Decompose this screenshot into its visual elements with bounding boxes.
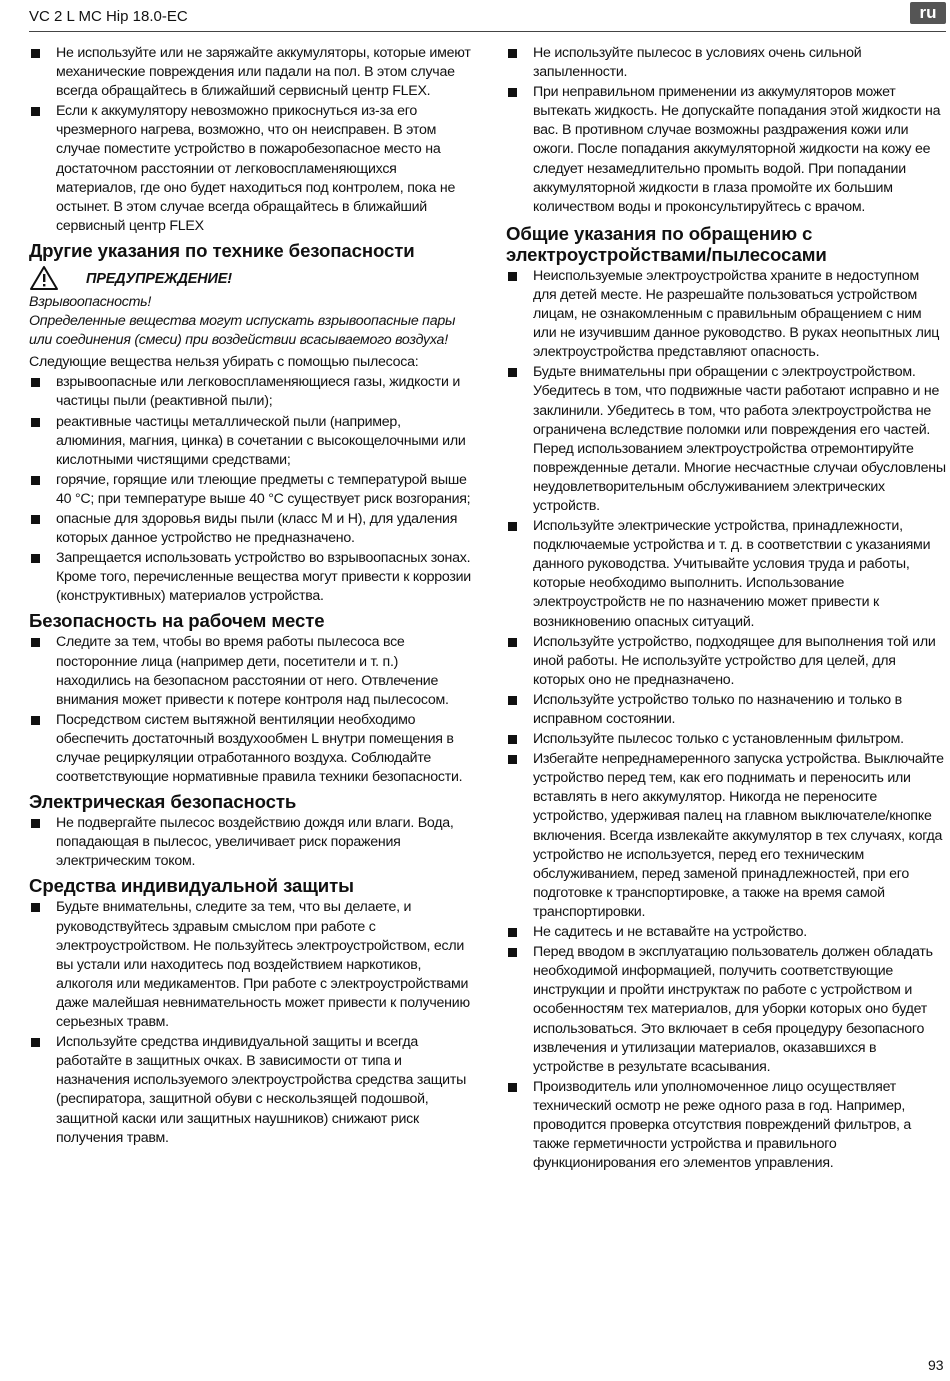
right-column: [506, 44, 946, 1174]
square-bullet-icon: [508, 522, 517, 531]
list-item: Производитель или уполномоченное лицо осуществляет технический осмотр не реже одного раза в год. Например, проводится проверка отсутствия повреждений фильтров, а также герметичности устройства и правильного функционирования его элементов управления.: [506, 1078, 946, 1173]
header-title: VC 2 L MC Hip 18.0-EC: [29, 8, 188, 25]
square-bullet-icon: [31, 716, 40, 725]
warning-line: Определенные вещества могут испускать взрывоопасные пары или соединения (смеси) при воздействии всасываемого воздуха!: [29, 313, 456, 349]
warning-text: [29, 293, 472, 350]
list-item: горячие, горящие или тлеющие предметы с температурой выше 40 °C; при температуре выше 40 °C существует риск возгорания;: [29, 471, 472, 509]
warning-block-header: [29, 265, 472, 293]
list-item: Если к аккумулятору невозможно прикоснуться из-за его чрезмерного нагрева, возможно, что он неисправен. В этом случае поместите устройство в пожаробезопасное место на достаточном расстоянии от легковоспламеняющихся материалов, где оно будет находиться под контролем, пока не остынет. В этом случае всегда обращайтесь в ближайший сервисный центр FLEX: [29, 102, 472, 236]
list-item: Посредством систем вытяжной вентиляции необходимо обеспечить достаточный воздухообмен L внутри помещения в случае рециркуляции отработанного воздуха. Соблюдайте соответствующие нормативные правила техники безопасности.: [29, 711, 472, 787]
square-bullet-icon: [31, 418, 40, 427]
dust-battery-list: [506, 44, 946, 217]
list-item: Используйте средства индивидуальной защиты и всегда работайте в защитных очках. В зависимости от типа и назначения используемого электроустройства средства защиты (респиратора, защитной обуви с нескользящей подошвой, защитной каски или защитных наушников) снижают риск получения травм.: [29, 1033, 472, 1148]
electrical-list: [29, 814, 472, 871]
list-item: Запрещается использовать устройство во взрывоопасных зонах. Кроме того, перечисленные вещества могут привести к коррозии (конструктивных) материалов устройства.: [29, 549, 472, 606]
list-item: Не садитесь и не вставайте на устройство.: [506, 923, 946, 942]
page-number: 93: [928, 1357, 944, 1373]
list-item: Будьте внимательны, следите за тем, что вы делаете, и руководствуйтесь здравым смыслом при работе с электроустройством. Не пользуйтесь электроустройством, если вы устали или находитесь под воздействием наркотиков, алкоголя или медикаментов. При работе с электроустройствами даже малейшая невнимательность может привести к получению серьезных травм.: [29, 898, 472, 1032]
square-bullet-icon: [31, 903, 40, 912]
heading-line: Общие указания по обращению с: [506, 222, 813, 244]
square-bullet-icon: [508, 368, 517, 377]
square-bullet-icon: [508, 49, 517, 58]
warning-title: ПРЕДУПРЕЖДЕНИЕ!: [86, 270, 232, 287]
square-bullet-icon: [31, 378, 40, 387]
warning-triangle-icon: [29, 265, 59, 291]
list-item: Не подвергайте пылесос воздействию дождя или влаги. Вода, попадающая в пылесос, увеличивает риск поражения электрическим током.: [29, 814, 472, 871]
list-item: Используйте электрические устройства, принадлежности, подключаемые устройства и т. д. в соответствии с указаниями данного руководства. Учитывайте условия труда и работы, которые необходимо выполнить. Использование электроустройств не по назначению может привести к возникновению опасных ситуаций.: [506, 517, 946, 632]
square-bullet-icon: [31, 107, 40, 116]
square-bullet-icon: [508, 638, 517, 647]
list-item: Используйте пылесос только с установленным фильтром.: [506, 730, 946, 749]
list-item: реактивные частицы металлической пыли (например, алюминия, магния, цинка) в сочетании с высокощелочными или кислотными чистящими средствами;: [29, 413, 472, 470]
square-bullet-icon: [508, 1083, 517, 1092]
square-bullet-icon: [508, 928, 517, 937]
list-item: Используйте устройство только по назначению и только в исправном состоянии.: [506, 691, 946, 729]
language-badge: ru: [910, 2, 946, 24]
list-item: Следите за тем, чтобы во время работы пылесоса все посторонние лица (например дети, посетители и т. п.) находились на безопасном расстоянии от него. Отвлечение внимания может привести к потере контроля над пылесосом.: [29, 633, 472, 709]
ppe-list: [29, 898, 472, 1147]
square-bullet-icon: [508, 696, 517, 705]
list-item: опасные для здоровья виды пыли (класс M и H), для удаления которых данное устройство не предназначено.: [29, 510, 472, 548]
section-heading-general-handling: [506, 223, 946, 265]
section-heading-electrical: Электрическая безопасность: [29, 791, 297, 813]
forbidden-substances-list: [29, 373, 472, 606]
square-bullet-icon: [508, 735, 517, 744]
list-item: Не используйте или не заряжайте аккумуляторы, которые имеют механические повреждения или падали на пол. В этом случае всегда обращайтесь в ближайший сервисный центр FLEX.: [29, 44, 472, 101]
list-item: При неправильном применении из аккумуляторов может вытекать жидкость. Не допускайте попадания этой жидкости на вас. В противном случае возможны раздражения кожи или ожоги. После попадания аккумуляторной жидкости на кожу ее следует незамедлительно промыть водой. При попадании аккумуляторной жидкости в глаза промойте их большим количеством воды и проконсультируйтесь с врачом.: [506, 83, 946, 217]
square-bullet-icon: [31, 476, 40, 485]
square-bullet-icon: [31, 638, 40, 647]
square-bullet-icon: [508, 948, 517, 957]
square-bullet-icon: [31, 1038, 40, 1047]
square-bullet-icon: [31, 554, 40, 563]
header-divider: [29, 31, 946, 32]
battery-safety-list: [29, 44, 472, 236]
workplace-list: [29, 633, 472, 787]
general-handling-list: [506, 267, 946, 1173]
heading-line: электроустройствами/пылесосами: [506, 243, 827, 265]
section-heading-workplace: Безопасность на рабочем месте: [29, 610, 325, 632]
left-column: [29, 44, 472, 1149]
square-bullet-icon: [508, 272, 517, 281]
substances-intro: Следующие вещества нельзя убирать с помощью пылесоса:: [29, 354, 419, 371]
square-bullet-icon: [31, 49, 40, 58]
list-item: Используйте устройство, подходящее для выполнения той или иной работы. Не используйте устройство для целей, для которых оно не предназначено.: [506, 633, 946, 690]
square-bullet-icon: [31, 819, 40, 828]
warning-line: Взрывоопасность!: [29, 293, 152, 310]
list-item: взрывоопасные или легковоспламеняющиеся газы, жидкости и частицы пыли (реактивной пыли);: [29, 373, 472, 411]
list-item: Неиспользуемые электроустройства храните в недоступном для детей месте. Не разрешайте пользоваться устройством лицам, не ознакомленным с правильным обращением с ним или не изучившим данное руководство. В руках неопытных лиц электроустройства представляют опасность.: [506, 267, 946, 362]
list-item: Будьте внимательны при обращении с электроустройством. Убедитесь в том, что подвижные части работают исправно и не заклинили. Убедитесь в том, что работа электроустройства не ограничена вследствие поломки или повреждения его частей. Перед использованием электроустройства отремонтируйте поврежденные детали. Многие несчастные случаи обусловлены неудовлетворительным обслуживанием электрических устройств.: [506, 363, 946, 516]
square-bullet-icon: [508, 88, 517, 97]
square-bullet-icon: [31, 515, 40, 524]
section-heading-other-safety: Другие указания по технике безопасности: [29, 239, 415, 261]
square-bullet-icon: [508, 755, 517, 764]
list-item: Перед вводом в эксплуатацию пользователь должен обладать необходимой информацией, получить соответствующие инструкции и пройти инструктаж по работе с устройством и особенностям тех материалов, для уборки которых оно будет использоваться. Это включает в себя процедуру безопасного извлечения и утилизации материалов, оказавшихся в устройстве в результате всасывания.: [506, 943, 946, 1077]
section-heading-ppe: Средства индивидуальной защиты: [29, 875, 354, 897]
list-item: Не используйте пылесос в условиях очень сильной запыленности.: [506, 44, 946, 82]
list-item: Избегайте непреднамеренного запуска устройства. Выключайте устройство перед тем, как его поднимать и переносить или вставлять в него аккумулятор. Никогда не переносите устройство, удерживая палец на главном выключателе/кнопке включения. Всегда извлекайте аккумулятор в тех случаях, когда устройство не используется, перед его техническим обслуживанием, перед заменой принадлежностей, при его подготовке к транспортировке, а также на время самой транспортировки.: [506, 750, 946, 922]
